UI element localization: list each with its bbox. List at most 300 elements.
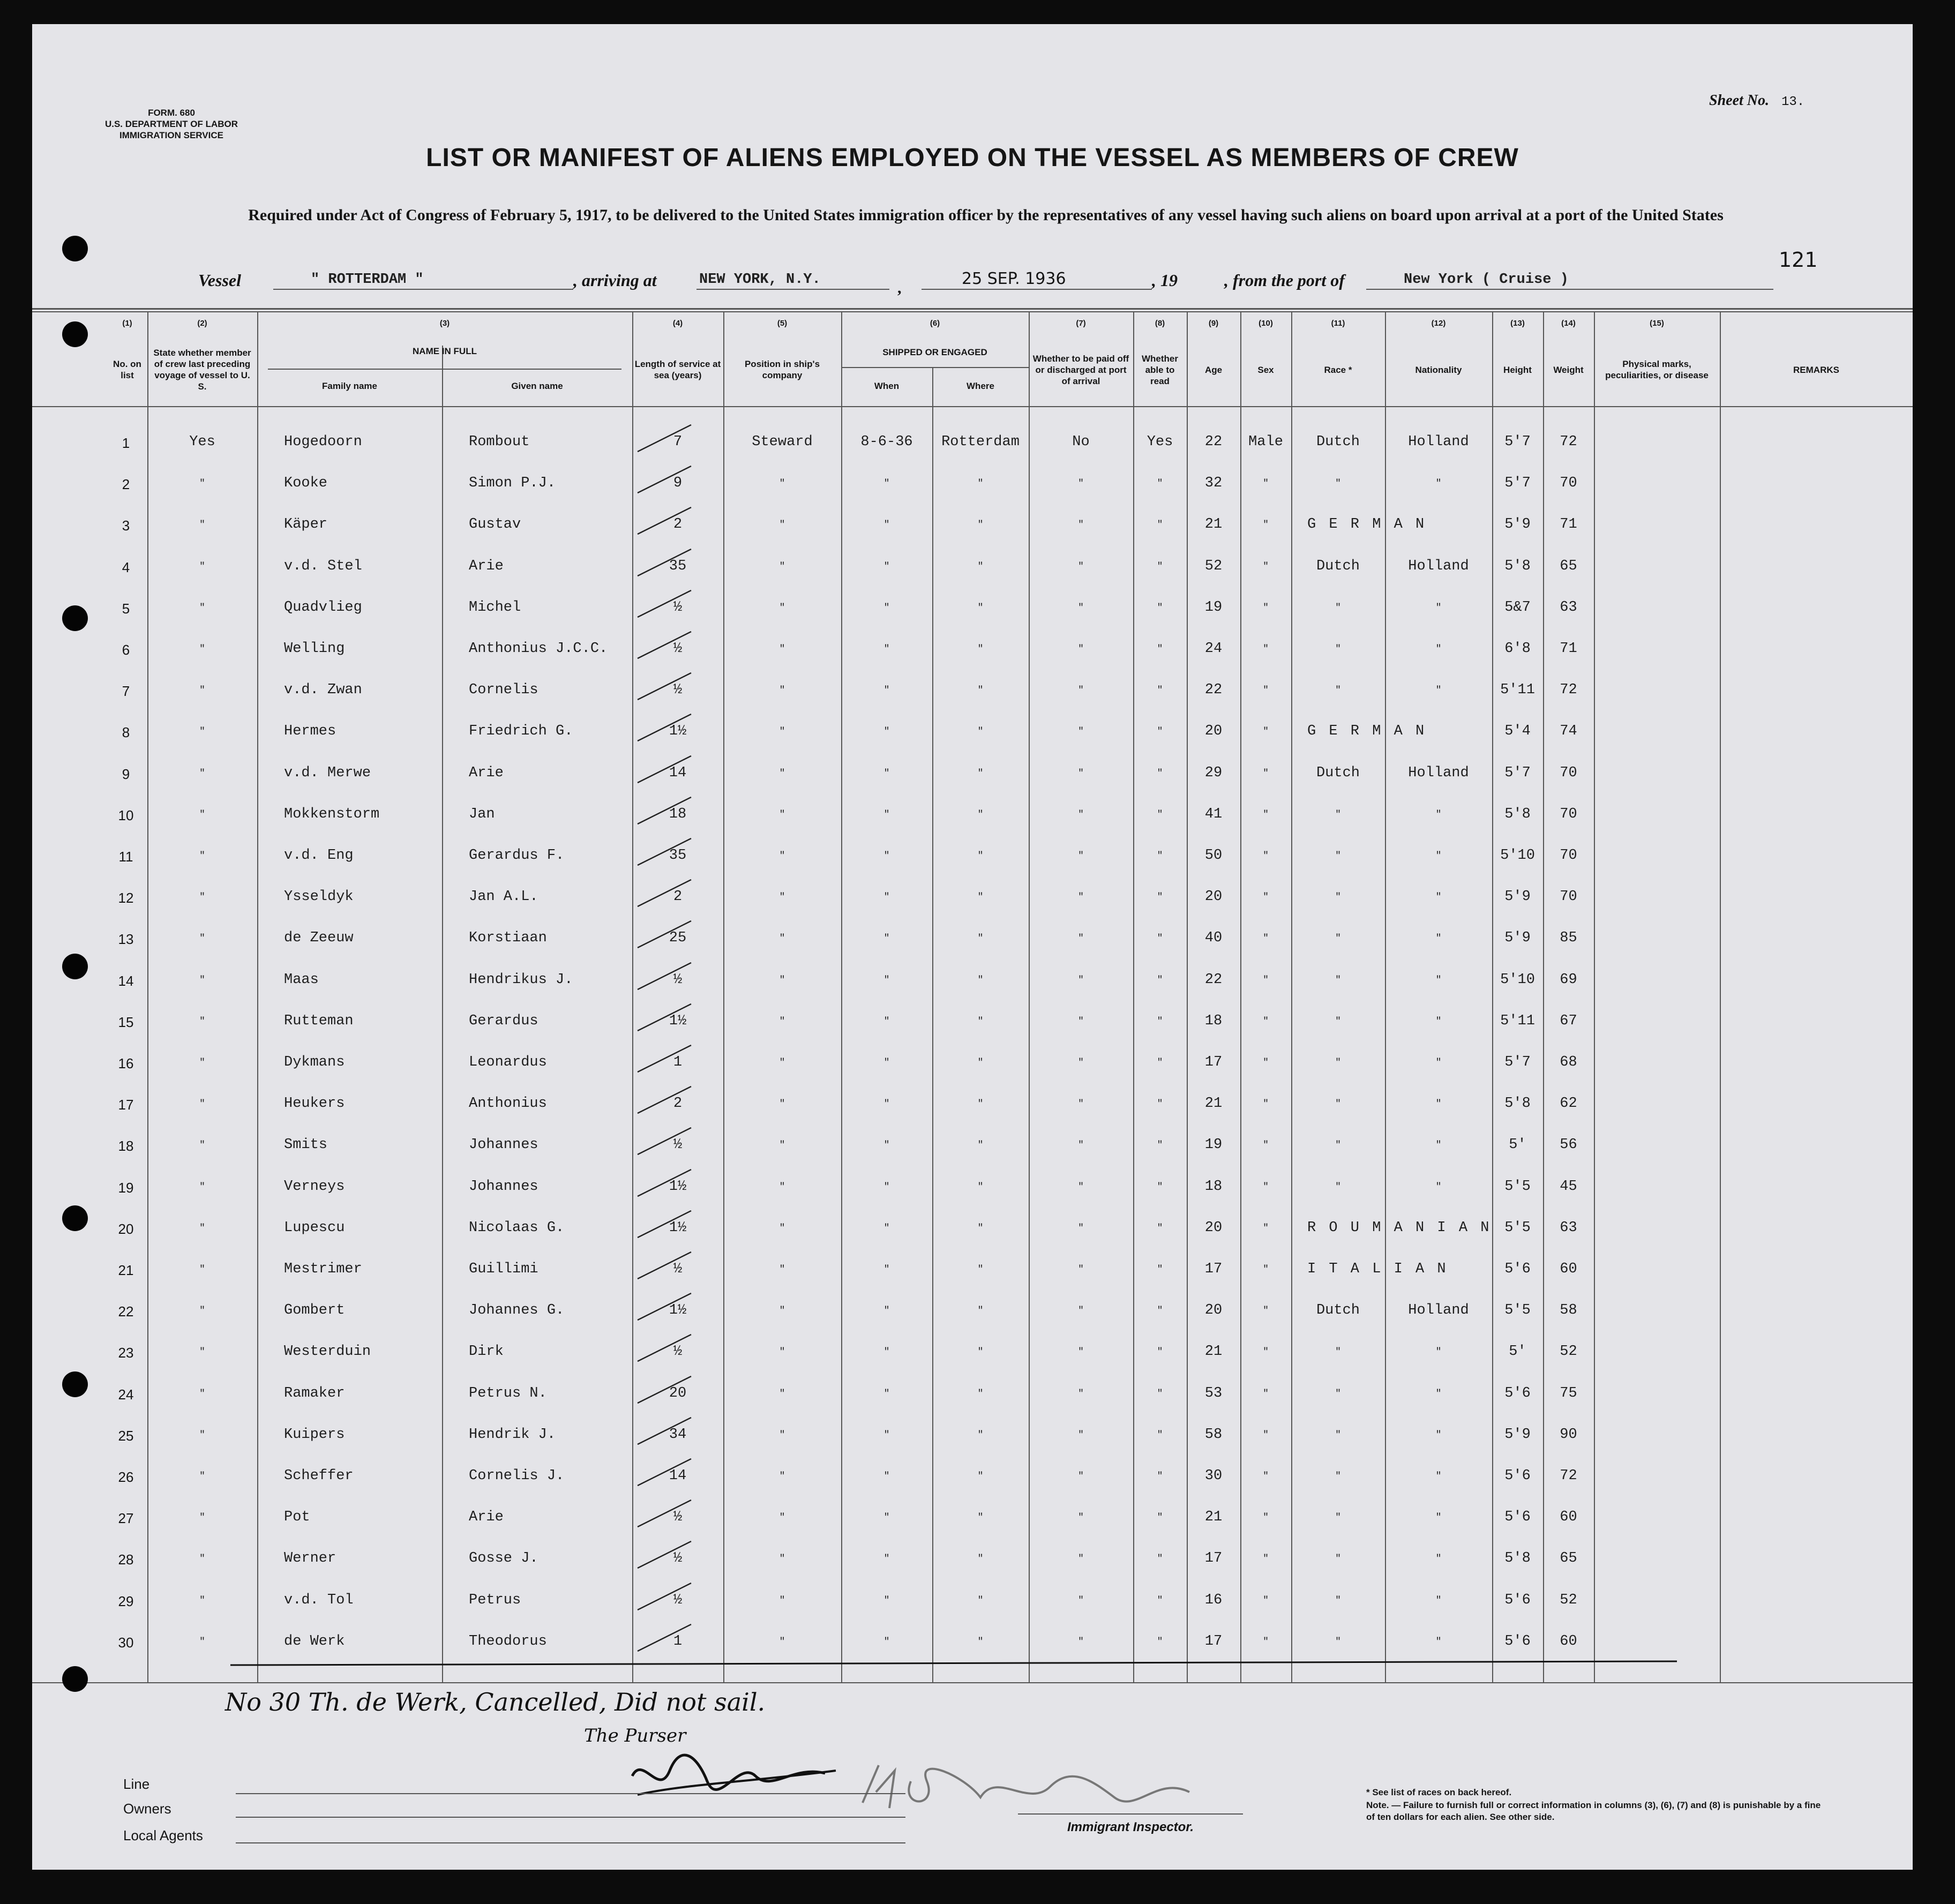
cell-when: " [883, 1429, 890, 1441]
cell-age: 22 [1204, 682, 1223, 699]
arriving-label: , arriving at [573, 271, 657, 290]
cell-race: " [1335, 602, 1341, 613]
cell-family: Heukers [284, 1096, 345, 1112]
cell-sex: " [1263, 933, 1269, 944]
cell-crew: " [199, 1636, 205, 1647]
cell-where: " [977, 561, 984, 572]
cell-age: 22 [1204, 434, 1223, 450]
cell-given: Johannes [469, 1178, 538, 1195]
cell-read: " [1157, 892, 1163, 903]
cell-age: 17 [1204, 1633, 1223, 1650]
cell-height: 5'7 [1504, 475, 1531, 492]
cell-where: " [977, 1471, 984, 1482]
cell-weight: 60 [1560, 1509, 1577, 1526]
row-number: 23 [118, 1345, 134, 1361]
header-able-to-read: Whether able to read [1142, 353, 1178, 386]
cell-position: " [779, 975, 785, 986]
inspector-rule [1018, 1813, 1243, 1815]
cell-given: Michel [469, 599, 521, 616]
cell-read: " [1157, 685, 1163, 696]
cell-paid: " [1078, 1140, 1084, 1151]
cell-sex: " [1263, 1636, 1269, 1647]
col-number: (11) [1331, 319, 1345, 328]
manifest-sheet [32, 24, 1913, 1870]
cell-read: " [1157, 1099, 1163, 1110]
cell-paid: " [1078, 1388, 1084, 1399]
col-number: (13) [1510, 319, 1525, 328]
cell-crew: " [199, 478, 205, 490]
check-mark-icon [632, 753, 696, 785]
cell-race: Dutch [1316, 434, 1360, 450]
col-number: (10) [1259, 319, 1273, 328]
cell-when: " [883, 1554, 890, 1565]
cell-nationality: " [1435, 685, 1442, 696]
cell-position: " [779, 768, 785, 779]
cell-read: " [1157, 561, 1163, 572]
cell-height: 5'10 [1500, 971, 1535, 988]
cell-service: 1 [673, 1054, 683, 1070]
header-name-in-full: NAME IN FULL [413, 346, 477, 356]
cell-age: 21 [1204, 1344, 1223, 1360]
cell-given: Anthonius J.C.C. [469, 641, 608, 657]
row-number: 7 [122, 683, 130, 700]
header-remarks: REMARKS [1793, 364, 1839, 375]
cell-weight: 72 [1560, 1468, 1577, 1484]
cell-paid: " [1078, 685, 1084, 696]
cell-service: 35 [669, 848, 687, 864]
check-mark-icon [632, 960, 696, 992]
check-mark-icon [632, 1622, 696, 1654]
header-race: Race * [1324, 364, 1352, 375]
header-nationality: Nationality [1415, 364, 1462, 375]
cell-service: ½ [673, 1509, 683, 1526]
footer-line-label: Line [123, 1776, 150, 1792]
cell-family: Smits [284, 1137, 328, 1153]
cell-paid: " [1078, 726, 1084, 738]
cell-position: " [779, 1223, 785, 1234]
cell-sex: " [1263, 809, 1269, 820]
table-top-rule [32, 308, 1913, 310]
cell-weight: 72 [1560, 434, 1577, 450]
cell-sex: " [1263, 1388, 1269, 1399]
cell-where: " [977, 1181, 984, 1193]
check-mark-icon [632, 670, 696, 702]
cell-sex: " [1263, 685, 1269, 696]
year-label: , 19 [1152, 271, 1178, 290]
cell-family: v.d. Eng [284, 848, 354, 864]
cell-height: 5'6 [1504, 1261, 1531, 1277]
col-number: (5) [777, 319, 788, 328]
cell-where: " [977, 1223, 984, 1234]
cell-when: " [883, 602, 890, 613]
cell-height: 5'9 [1504, 930, 1531, 947]
cell-nationality: " [1435, 1347, 1442, 1358]
cell-nationality: " [1435, 1512, 1442, 1524]
cell-position: " [779, 1636, 785, 1647]
cell-crew: " [199, 1595, 205, 1606]
check-mark-icon [632, 629, 696, 661]
cell-paid: " [1078, 933, 1084, 944]
cell-when: " [883, 1140, 890, 1151]
cell-crew: " [199, 1554, 205, 1565]
cell-where: " [977, 1429, 984, 1441]
cell-race: " [1335, 1429, 1341, 1441]
service-name: IMMIGRATION SERVICE [119, 130, 223, 140]
cell-crew: " [199, 1347, 205, 1358]
cell-read: " [1157, 768, 1163, 779]
cell-paid: " [1078, 1512, 1084, 1524]
cell-position: " [779, 1388, 785, 1399]
cell-crew: " [199, 1512, 205, 1524]
cell-service: 1½ [669, 1178, 687, 1195]
cell-family: Maas [284, 971, 319, 988]
cell-given: Gerardus [469, 1013, 538, 1029]
col-rule [257, 311, 258, 1683]
cell-given: Jan A.L. [469, 889, 538, 905]
cell-race-wide: R O U M A N I A N [1307, 1219, 1492, 1236]
header-weight: Weight [1553, 364, 1584, 375]
row-number: 9 [122, 766, 130, 782]
cell-given: Guillimi [469, 1261, 538, 1277]
cell-when: " [883, 1595, 890, 1606]
cell-service: 9 [673, 475, 683, 492]
cell-when: " [883, 561, 890, 572]
cell-nationality: " [1435, 1140, 1442, 1151]
punch-hole [62, 236, 88, 261]
row-number: 26 [118, 1469, 134, 1485]
cell-nationality: " [1435, 1099, 1442, 1110]
vessel-label: Vessel [198, 271, 241, 290]
cell-paid: " [1078, 602, 1084, 613]
shipped-subheader-rule [841, 367, 1029, 368]
cell-age: 20 [1204, 889, 1223, 905]
cell-position: " [779, 851, 785, 861]
row-number: 16 [118, 1055, 134, 1071]
cell-crew: " [199, 1306, 205, 1317]
check-mark-icon [632, 1374, 696, 1406]
cell-height: 5'5 [1504, 1178, 1531, 1195]
cell-family: Kuipers [284, 1426, 345, 1443]
cell-where: " [977, 1016, 984, 1027]
sheet-number-label: Sheet No. [1709, 92, 1769, 109]
cell-nationality: " [1435, 933, 1442, 944]
cell-sex: " [1263, 892, 1269, 903]
cell-crew: " [199, 768, 205, 779]
cell-given: Hendrik J. [469, 1426, 556, 1443]
cell-position: " [779, 1429, 785, 1441]
cell-crew: Yes [189, 434, 215, 450]
cell-family: v.d. Tol [284, 1592, 354, 1608]
check-mark-icon [632, 1580, 696, 1613]
cell-crew: " [199, 892, 205, 903]
cell-paid: " [1078, 1636, 1084, 1647]
cell-when: " [883, 726, 890, 738]
cell-paid: " [1078, 1016, 1084, 1027]
cell-service: ½ [673, 682, 683, 699]
cell-service: 7 [673, 434, 683, 450]
cell-where: " [977, 520, 984, 531]
cell-where: " [977, 1347, 984, 1358]
check-mark-icon [632, 836, 696, 868]
cell-weight: 67 [1560, 1013, 1577, 1029]
cell-age: 41 [1204, 806, 1223, 822]
cell-where: " [977, 975, 984, 986]
cell-paid: " [1078, 644, 1084, 655]
cell-family: Mokkenstorm [284, 806, 380, 822]
check-mark-icon [632, 1332, 696, 1364]
cell-read: " [1157, 1181, 1163, 1193]
cell-age: 18 [1204, 1178, 1223, 1195]
footer-owners-rule [236, 1817, 905, 1818]
row-number: 19 [118, 1179, 134, 1196]
check-mark-icon [632, 877, 696, 909]
inspector-label: Immigrant Inspector. [1067, 1820, 1194, 1834]
cell-family: Rutteman [284, 1013, 354, 1029]
cell-age: 22 [1204, 971, 1223, 988]
cell-family: Pot [284, 1509, 310, 1526]
col-number: (4) [672, 319, 683, 328]
cell-where: " [977, 1099, 984, 1110]
sheet-number [1709, 92, 1804, 109]
cell-height: 5'6 [1504, 1633, 1531, 1650]
cell-nationality: " [1435, 1181, 1442, 1193]
cell-height: 5'6 [1504, 1592, 1531, 1608]
cell-height: 5'8 [1504, 1096, 1531, 1112]
cell-age: 17 [1204, 1550, 1223, 1567]
row-number: 3 [122, 518, 130, 534]
cell-height: 5'4 [1504, 723, 1531, 740]
header-length-service: Length of service at sea (years) [634, 359, 721, 380]
cell-race: " [1335, 1058, 1341, 1068]
cell-family: Hermes [284, 723, 336, 740]
cell-height: 5&7 [1504, 599, 1531, 616]
cell-age: 20 [1204, 723, 1223, 740]
cell-paid: " [1078, 1471, 1084, 1482]
cell-age: 20 [1204, 1302, 1223, 1319]
cell-family: Gombert [284, 1302, 345, 1319]
row-number: 25 [118, 1427, 134, 1444]
cell-paid: " [1078, 768, 1084, 779]
cell-sex: " [1263, 1429, 1269, 1441]
cell-weight: 52 [1560, 1592, 1577, 1608]
cell-position: " [779, 1471, 785, 1482]
cell-position: Steward [752, 434, 813, 450]
cell-paid: " [1078, 520, 1084, 531]
cell-crew: " [199, 975, 205, 986]
cell-service: 18 [669, 806, 687, 822]
from-label: , from the port of [1224, 271, 1345, 290]
cell-paid: " [1078, 851, 1084, 861]
col-number: (3) [439, 319, 450, 328]
cell-race: " [1335, 1016, 1341, 1027]
cell-when: " [883, 1058, 890, 1068]
cell-service: 14 [669, 1468, 687, 1484]
cell-paid: " [1078, 1554, 1084, 1565]
cell-read: " [1157, 1554, 1163, 1565]
cell-crew: " [199, 726, 205, 738]
check-mark-icon [632, 422, 696, 454]
cell-weight: 62 [1560, 1096, 1577, 1112]
cell-age: 18 [1204, 1013, 1223, 1029]
cell-position: " [779, 726, 785, 738]
form-number: FORM. 680 [148, 108, 195, 118]
cell-position: " [779, 1306, 785, 1317]
cell-sex: " [1263, 1595, 1269, 1606]
cell-race: " [1335, 478, 1341, 490]
check-mark-icon [632, 794, 696, 827]
punch-hole [62, 954, 88, 979]
cell-family: v.d. Zwan [284, 682, 362, 699]
cell-race: " [1335, 975, 1341, 986]
cell-crew: " [199, 685, 205, 696]
check-mark-icon [632, 1208, 696, 1240]
row-number: 21 [118, 1262, 134, 1278]
cell-position: " [779, 561, 785, 572]
cell-weight: 58 [1560, 1302, 1577, 1319]
cell-where: " [977, 892, 984, 903]
cell-when: " [883, 933, 890, 944]
name-subheader-rule [268, 369, 621, 370]
comma-sep: , [897, 279, 902, 297]
cell-when: " [883, 1223, 890, 1234]
cell-race: " [1335, 1471, 1341, 1482]
col-rule [1594, 311, 1595, 1683]
cell-paid: " [1078, 1058, 1084, 1068]
header-crew-member: State whether member of crew last preceding voyage of vessel to U. S. [153, 348, 251, 392]
cell-where: " [977, 768, 984, 779]
cell-paid: " [1078, 1181, 1084, 1193]
check-mark-icon [632, 1415, 696, 1447]
cell-service: 14 [669, 764, 687, 781]
cell-race: " [1335, 1512, 1341, 1524]
cell-family: Verneys [284, 1178, 345, 1195]
cell-read: " [1157, 644, 1163, 655]
from-port: New York ( Cruise ) [1404, 272, 1569, 288]
cell-race: Dutch [1316, 764, 1360, 781]
cell-given: Nicolaas G. [469, 1219, 565, 1236]
cell-crew: " [199, 851, 205, 861]
cell-position: " [779, 520, 785, 531]
cell-race: " [1335, 644, 1341, 655]
cancellation-note: No 30 Th. de Werk, Cancelled, Did not sail. [225, 1688, 766, 1716]
cell-given: Gerardus F. [469, 848, 565, 864]
col-number: (12) [1431, 319, 1446, 328]
cell-where: " [977, 1636, 984, 1647]
cell-nationality: " [1435, 1058, 1442, 1068]
cell-sex: " [1263, 478, 1269, 490]
cell-race: " [1335, 892, 1341, 903]
cell-service: ½ [673, 1261, 683, 1277]
cell-weight: 72 [1560, 682, 1577, 699]
cell-nationality: Holland [1408, 558, 1469, 574]
cell-when: " [883, 644, 890, 655]
cell-crew: " [199, 644, 205, 655]
cell-crew: " [199, 1223, 205, 1234]
cell-nationality: " [1435, 602, 1442, 613]
col-rule [1720, 311, 1721, 1683]
cell-when: " [883, 478, 890, 490]
cell-service: 34 [669, 1426, 687, 1443]
cell-sex: " [1263, 1264, 1269, 1275]
cell-where: " [977, 726, 984, 738]
cell-height: 5'9 [1504, 889, 1531, 905]
cell-read: " [1157, 851, 1163, 861]
cell-read: " [1157, 1306, 1163, 1317]
row-number: 27 [118, 1510, 134, 1527]
cell-crew: " [199, 1471, 205, 1482]
cell-race: " [1335, 1388, 1341, 1399]
cell-service: 2 [673, 889, 683, 905]
cell-when: " [883, 1347, 890, 1358]
cell-sex: " [1263, 726, 1269, 738]
cell-position: " [779, 809, 785, 820]
cell-when: " [883, 851, 890, 861]
table-bottom-rule [32, 1682, 1913, 1683]
cell-nationality: " [1435, 1016, 1442, 1027]
cell-service: 1½ [669, 723, 687, 740]
cell-given: Theodorus [469, 1633, 547, 1650]
header-physical-marks: Physical marks, peculiarities, or disease [1605, 359, 1709, 380]
col-number: (1) [122, 319, 132, 328]
cell-read: " [1157, 602, 1163, 613]
cell-height: 5'8 [1504, 558, 1531, 574]
cell-family: v.d. Stel [284, 558, 362, 574]
cell-position: " [779, 685, 785, 696]
cell-age: 30 [1204, 1468, 1223, 1484]
inspector-signature [857, 1760, 1232, 1819]
cell-where: " [977, 478, 984, 490]
cell-age: 17 [1204, 1054, 1223, 1070]
cell-nationality: " [1435, 809, 1442, 820]
cell-nationality: " [1435, 1595, 1442, 1606]
cell-service: 1½ [669, 1302, 687, 1319]
cell-race: " [1335, 1099, 1341, 1110]
cell-height: 5'8 [1504, 806, 1531, 822]
cell-crew: " [199, 1099, 205, 1110]
cell-when: 8-6-36 [860, 434, 913, 450]
cell-height: 5'7 [1504, 434, 1531, 450]
cell-given: Arie [469, 558, 504, 574]
punch-hole [62, 1371, 88, 1397]
cell-weight: 65 [1560, 1550, 1577, 1567]
cell-race-wide: G E R M A N [1307, 516, 1427, 533]
cell-family: Quadvlieg [284, 599, 362, 616]
cell-position: " [779, 933, 785, 944]
cell-race: " [1335, 1554, 1341, 1565]
cell-weight: 60 [1560, 1261, 1577, 1277]
header-position: Position in ship's company [744, 359, 820, 380]
cell-race: " [1335, 1595, 1341, 1606]
cell-race: Dutch [1316, 558, 1360, 574]
cell-sex: " [1263, 644, 1269, 655]
cell-where: " [977, 1388, 984, 1399]
sheet-number-value: 13. [1781, 95, 1805, 109]
cell-given: Rombout [469, 434, 530, 450]
punch-hole [62, 605, 88, 631]
cell-race-wide: I T A L I A N [1307, 1261, 1448, 1277]
cell-sex: " [1263, 1058, 1269, 1068]
cell-given: Petrus [469, 1592, 521, 1608]
cell-paid: " [1078, 1099, 1084, 1110]
page-subtitle: Required under Act of Congress of February 5, 1917, to be delivered to the United States immigration officer by the representatives of any vessel having such aliens on board upon arrival at a port of the United States [248, 206, 1724, 224]
cell-age: 19 [1204, 1137, 1223, 1153]
cell-height: 5'6 [1504, 1468, 1531, 1484]
cell-read: " [1157, 1140, 1163, 1151]
footer-owners-label: Owners [123, 1801, 171, 1817]
cell-crew: " [199, 933, 205, 944]
footer-line-rule [236, 1793, 905, 1794]
cell-sex: " [1263, 1099, 1269, 1110]
